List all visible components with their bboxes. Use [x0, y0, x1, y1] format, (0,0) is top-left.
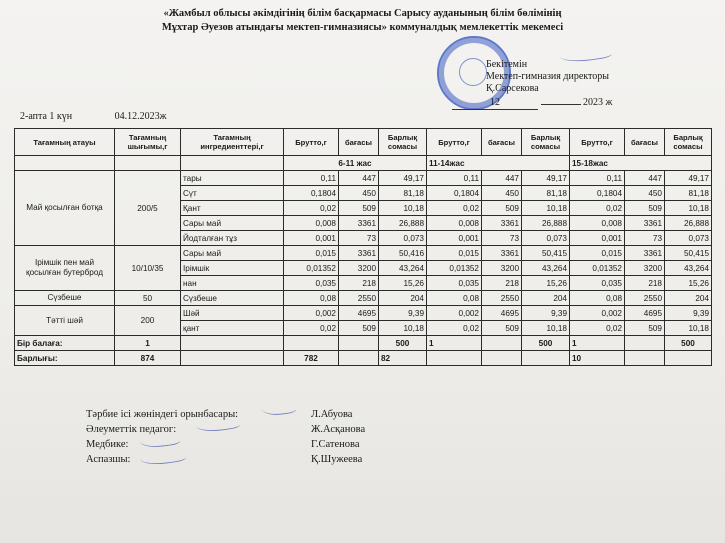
cell-value: 3361 [482, 246, 522, 261]
cell-value: 3361 [339, 216, 379, 231]
cell-value: 0,073 [665, 231, 712, 246]
ingredient-name: қант [181, 321, 284, 336]
cell-value: 0,11 [570, 171, 625, 186]
signature-role: Тәрбие ісі жөніндегі орынбасары: [86, 409, 239, 420]
cell-value: 204 [665, 291, 712, 306]
totals-label: Барлығы: [15, 351, 115, 366]
cell-value: 447 [482, 171, 522, 186]
cell-value: 509 [482, 201, 522, 216]
per-child-row [15, 336, 712, 351]
cell-value: 10,18 [522, 321, 570, 336]
cell-value: 0,073 [379, 231, 427, 246]
cell-value: 73 [482, 231, 522, 246]
cell-value: 0,02 [570, 201, 625, 216]
cell-value: 81,18 [379, 186, 427, 201]
cell-value: 0,11 [284, 171, 339, 186]
cell-value: 509 [482, 321, 522, 336]
cell-value: 10,18 [665, 321, 712, 336]
cell-value: 0,1804 [427, 186, 482, 201]
col-header: бағасы [625, 129, 665, 156]
cell-value: 0,008 [427, 216, 482, 231]
cell-value: 509 [339, 201, 379, 216]
cell-value: 0,035 [284, 276, 339, 291]
cell-value: 15,26 [522, 276, 570, 291]
cell-value: 10,18 [379, 321, 427, 336]
per-child-qty: 1 [427, 336, 482, 351]
cell-value: 0,008 [284, 216, 339, 231]
cell-value: 4695 [625, 306, 665, 321]
cell-value: 43,264 [379, 261, 427, 276]
cell-value: 0,002 [427, 306, 482, 321]
ingredient-name: Сары май [181, 216, 284, 231]
cell-value: 509 [339, 321, 379, 336]
col-header: Тағамның ингредиенттері,г [181, 129, 284, 156]
cell-value: 3361 [625, 246, 665, 261]
cell-value: 26,888 [665, 216, 712, 231]
signature-role: Медбике: [86, 439, 129, 450]
ingredient-name: Сүзбеше [181, 291, 284, 306]
signature-role: Аспазшы: [86, 454, 131, 465]
cell-value: 0,015 [427, 246, 482, 261]
col-header: Барлық сомасы [522, 129, 570, 156]
cell-value: 0,002 [570, 306, 625, 321]
week-day: 2-апта 1 күн [20, 111, 73, 122]
cell-value: 4695 [339, 306, 379, 321]
signature-name: Л.Абуова [311, 409, 353, 420]
table-row [15, 246, 712, 261]
cell-value: 49,17 [665, 171, 712, 186]
dish-name: Сүзбеше [15, 291, 115, 306]
cell-value: 3361 [482, 216, 522, 231]
ingredient-name: Шәй [181, 306, 284, 321]
signature-name: Ж.Асқанова [311, 424, 366, 435]
totals-count: 782 [284, 351, 339, 366]
age-group-label: 15-18жас [570, 156, 712, 171]
cell-value: 9,39 [665, 306, 712, 321]
approval-position: Мектеп-гимназия директоры [486, 71, 609, 82]
dish-name: Тәтті шәй [15, 306, 115, 336]
cell-value: 50,416 [379, 246, 427, 261]
per-child-value: 500 [665, 336, 712, 351]
totals-count: 874 [115, 351, 181, 366]
cell-value: 43,264 [665, 261, 712, 276]
cell-value: 0,015 [284, 246, 339, 261]
director-signature [559, 44, 612, 64]
age-group-row [15, 156, 712, 171]
menu-table [14, 128, 712, 366]
col-header: Тағамның шығымы,г [115, 129, 181, 156]
dish-yield: 50 [115, 291, 181, 306]
totals-count: 82 [379, 351, 427, 366]
cell-value: 0,08 [427, 291, 482, 306]
handwritten-signature [139, 448, 186, 467]
col-header: Барлық сомасы [665, 129, 712, 156]
approval-name: Қ.Сарсекова [486, 83, 539, 94]
cell-value: 450 [625, 186, 665, 201]
table-row [15, 291, 712, 306]
cell-value: 509 [625, 201, 665, 216]
totals-row [15, 351, 712, 366]
cell-value: 0,08 [570, 291, 625, 306]
col-header: Брутто,г [284, 129, 339, 156]
approval-date [452, 96, 612, 110]
cell-value: 15,26 [665, 276, 712, 291]
ingredient-name: Йодталған тұз [181, 231, 284, 246]
approval-date-day: 12 [452, 96, 538, 110]
cell-value: 49,17 [379, 171, 427, 186]
table-row [15, 171, 712, 186]
cell-value: 450 [339, 186, 379, 201]
cell-value: 0,073 [522, 231, 570, 246]
cell-value: 3200 [625, 261, 665, 276]
cell-value: 3361 [339, 246, 379, 261]
dish-name: Ірімшік пен май қосылған бутерброд [15, 246, 115, 291]
signature-name: Қ.Шужеева [311, 454, 363, 465]
ingredient-name: Ірімшік [181, 261, 284, 276]
per-child-value: 500 [379, 336, 427, 351]
totals-count: 10 [570, 351, 625, 366]
cell-value: 81,18 [522, 186, 570, 201]
cell-value: 0,02 [284, 201, 339, 216]
signature-role: Әлеуметтік педагог: [86, 424, 177, 435]
cell-value: 218 [625, 276, 665, 291]
header-line-1: «Жамбыл облысы әкімдігінің білім басқармасы Сарысу ауданының білім бөлімінің [163, 8, 562, 19]
cell-value: 0,11 [427, 171, 482, 186]
cell-value: 0,002 [284, 306, 339, 321]
cell-value: 26,888 [379, 216, 427, 231]
col-header: бағасы [482, 129, 522, 156]
cell-value: 450 [482, 186, 522, 201]
cell-value: 204 [379, 291, 427, 306]
cell-value: 50,415 [522, 246, 570, 261]
cell-value: 73 [625, 231, 665, 246]
cell-value: 204 [522, 291, 570, 306]
col-header: Брутто,г [570, 129, 625, 156]
approval-date-year: 2023 ж [583, 97, 613, 108]
cell-value: 0,01352 [284, 261, 339, 276]
col-header: бағасы [339, 129, 379, 156]
cell-value: 10,18 [522, 201, 570, 216]
cell-value: 9,39 [379, 306, 427, 321]
cell-value: 10,18 [665, 201, 712, 216]
ingredient-name: нан [181, 276, 284, 291]
col-header: Барлық сомасы [379, 129, 427, 156]
cell-value: 3200 [482, 261, 522, 276]
cell-value: 0,015 [570, 246, 625, 261]
cell-value: 15,26 [379, 276, 427, 291]
cell-value: 0,08 [284, 291, 339, 306]
per-child-qty: 1 [570, 336, 625, 351]
cell-value: 218 [482, 276, 522, 291]
ingredient-name: Қант [181, 201, 284, 216]
ingredient-name: тары [181, 171, 284, 186]
cell-value: 49,17 [522, 171, 570, 186]
cell-value: 0,02 [427, 321, 482, 336]
cell-value: 447 [339, 171, 379, 186]
cell-value: 81,18 [665, 186, 712, 201]
cell-value: 73 [339, 231, 379, 246]
col-header: Брутто,г [427, 129, 482, 156]
approval-title: Бекітемін [486, 59, 528, 70]
cell-value: 218 [339, 276, 379, 291]
cell-value: 0,1804 [570, 186, 625, 201]
cell-value: 26,888 [522, 216, 570, 231]
menu-meta [20, 111, 167, 122]
cell-value: 0,02 [284, 321, 339, 336]
cell-value: 0,01352 [570, 261, 625, 276]
col-header: Тағамның атауы [15, 129, 115, 156]
cell-value: 0,02 [570, 321, 625, 336]
header-line-2: Мұхтар Әуезов атындағы мектеп-гимназиясы» коммуналдық мемлекеттік мекемесі [161, 22, 564, 33]
cell-value: 2550 [339, 291, 379, 306]
cell-value: 43,264 [522, 261, 570, 276]
cell-value: 9,39 [522, 306, 570, 321]
cell-value: 0,035 [570, 276, 625, 291]
dish-name: Май қосылған ботқа [15, 171, 115, 246]
cell-value: 2550 [482, 291, 522, 306]
cell-value: 0,001 [570, 231, 625, 246]
cell-value: 0,1804 [284, 186, 339, 201]
menu-date: 04.12.2023ж [114, 111, 167, 122]
cell-value: 10,18 [379, 201, 427, 216]
per-child-label: Бір балаға: [15, 336, 115, 351]
dish-yield: 200/5 [115, 171, 181, 246]
cell-value: 509 [625, 321, 665, 336]
table-header-row [15, 129, 712, 156]
cell-value: 0,01352 [427, 261, 482, 276]
age-group-label: 6-11 жас [284, 156, 427, 171]
age-group-label: 11-14жас [427, 156, 570, 171]
cell-value: 0,008 [570, 216, 625, 231]
dish-yield: 10/10/35 [115, 246, 181, 291]
cell-value: 3361 [625, 216, 665, 231]
ingredient-name: Сары май [181, 246, 284, 261]
per-child-value: 500 [522, 336, 570, 351]
cell-value: 0,001 [284, 231, 339, 246]
cell-value: 4695 [482, 306, 522, 321]
cell-value: 0,001 [427, 231, 482, 246]
per-child-qty: 1 [115, 336, 181, 351]
cell-value: 3200 [339, 261, 379, 276]
cell-value: 2550 [625, 291, 665, 306]
handwritten-signature [261, 400, 296, 418]
cell-value: 447 [625, 171, 665, 186]
table-row [15, 306, 712, 321]
cell-value: 50,415 [665, 246, 712, 261]
cell-value: 0,035 [427, 276, 482, 291]
ingredient-name: Сүт [181, 186, 284, 201]
dish-yield: 200 [115, 306, 181, 336]
signature-name: Г.Сатенова [311, 439, 360, 450]
cell-value: 0,02 [427, 201, 482, 216]
